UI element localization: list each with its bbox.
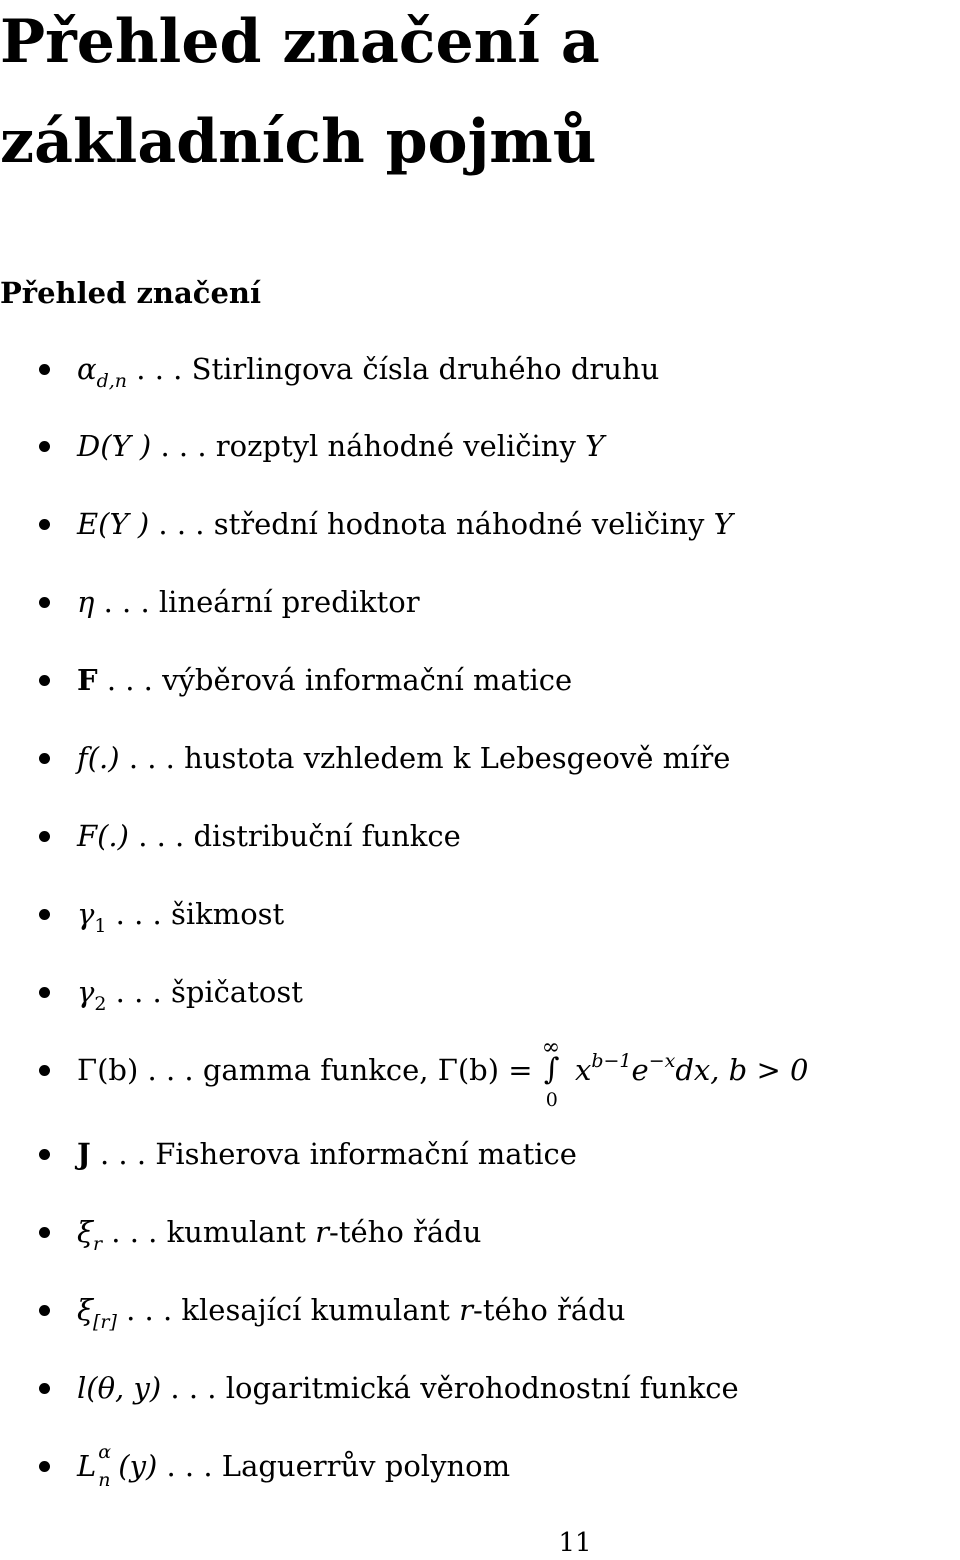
item-symbol-subscript: n (98, 1469, 111, 1491)
item-symbol: F(.) (77, 819, 129, 853)
item-symbol-subscript: d,n (96, 370, 128, 392)
integrand-x-exponent: b−1 (591, 1050, 632, 1072)
list-item (0, 1364, 940, 1412)
item-symbol-scripts (96, 1441, 118, 1491)
item-content (77, 578, 420, 626)
item-symbol: γ (77, 897, 95, 931)
list-item (0, 1286, 940, 1334)
item-description: . . . výběrová informační matice (106, 663, 573, 697)
item-description: . . . rozptyl náhodné veličiny (160, 429, 586, 463)
item-symbol-subscript: [r] (92, 1311, 117, 1333)
item-symbol-subscript: r (92, 1233, 103, 1255)
item-content (77, 1286, 625, 1338)
item-symbol: L (77, 1449, 97, 1483)
item-content (77, 422, 604, 470)
item-description: . . . klesající kumulant (126, 1293, 460, 1327)
item-content (77, 812, 461, 860)
list-item (0, 734, 940, 782)
bullet-icon (39, 675, 50, 686)
item-content (77, 345, 659, 397)
list-item (0, 1130, 940, 1178)
item-description: . . . distribuční funkce (138, 819, 461, 853)
item-description-variable: r (459, 1293, 474, 1327)
item-description-variable: Y (585, 429, 605, 463)
list-item (0, 422, 940, 470)
bullet-icon (39, 753, 50, 764)
bullet-icon (39, 909, 50, 920)
bullet-icon (39, 364, 50, 375)
item-symbol: f(.) (77, 741, 120, 775)
bullet-icon (39, 1065, 50, 1076)
item-symbol-superscript: α (98, 1441, 112, 1463)
bullet-icon (39, 1149, 50, 1160)
bullet-icon (39, 831, 50, 842)
item-description-variable: r (315, 1215, 330, 1249)
list-item (0, 812, 940, 860)
integrand-e-exponent: −x (648, 1050, 676, 1072)
list-item (0, 500, 940, 548)
integrand-tail: dx, b > 0 (675, 1053, 809, 1087)
list-item (0, 1442, 940, 1490)
item-description: . . . Stirlingova čísla druhého druhu (136, 352, 660, 386)
item-symbol: ξ (77, 1215, 93, 1249)
item-content (77, 890, 284, 942)
item-description: . . . Fisherova informační matice (99, 1137, 577, 1171)
item-symbol: D(Y ) (77, 429, 152, 463)
integral-upper-limit: ∞ (541, 1035, 561, 1060)
list-item (0, 345, 940, 393)
item-description-variable: Y (713, 507, 733, 541)
bullet-icon (39, 987, 50, 998)
item-symbol-subscript: 1 (94, 915, 107, 937)
item-content (77, 500, 733, 548)
item-symbol: J (77, 1137, 91, 1171)
item-content (77, 1208, 481, 1260)
chapter-title: Přehled značení a základních pojmů (0, 7, 600, 177)
item-content (77, 1035, 809, 1111)
bullet-icon (39, 441, 50, 452)
item-content (77, 968, 303, 1020)
item-content (77, 1442, 510, 1490)
item-description: . . . hustota vzhledem k Lebesgeově míře (128, 741, 731, 775)
item-description: . . . špičatost (115, 975, 303, 1009)
list-item (0, 1208, 940, 1256)
item-symbol: α (77, 352, 97, 386)
item-description: . . . kumulant (111, 1215, 316, 1249)
item-description-tail: -tého řádu (473, 1293, 626, 1327)
list-item (0, 890, 940, 938)
item-content (77, 656, 572, 704)
page-number: 11 (558, 1528, 592, 1558)
list-item (0, 578, 940, 626)
item-description: . . . střední hodnota náhodné veličiny (158, 507, 714, 541)
section-title: Přehled značení (0, 276, 262, 310)
bullet-icon (39, 597, 50, 608)
item-symbol: γ (77, 975, 95, 1009)
integral-lower-limit: 0 (545, 1089, 558, 1111)
item-symbol: l(θ, y) (77, 1371, 162, 1405)
item-symbol: E(Y ) (77, 507, 150, 541)
list-item (0, 1035, 940, 1111)
item-description: . . . lineární prediktor (103, 585, 420, 619)
item-symbol: F (77, 663, 98, 697)
integrand-x: x (574, 1053, 592, 1087)
item-description: . . . logaritmická věrohodnostní funkce (170, 1371, 739, 1405)
item-symbol: Γ(b) (77, 1053, 139, 1087)
item-content (77, 734, 730, 782)
bullet-icon (39, 1305, 50, 1316)
integrand-e: e (631, 1053, 649, 1087)
bullet-icon (39, 1227, 50, 1238)
integral-sign (541, 1035, 566, 1111)
item-description: . . . šikmost (115, 897, 285, 931)
list-item (0, 968, 940, 1016)
item-content (77, 1364, 739, 1412)
bullet-icon (39, 1461, 50, 1472)
bullet-icon (39, 519, 50, 530)
item-symbol-argument: (y) (118, 1449, 158, 1483)
item-description-tail: -tého řádu (329, 1215, 482, 1249)
item-symbol: η (77, 585, 95, 619)
item-description: . . . Laguerrův polynom (166, 1449, 511, 1483)
bullet-icon (39, 1383, 50, 1394)
item-symbol: ξ (77, 1293, 93, 1327)
item-symbol-subscript: 2 (94, 993, 107, 1015)
item-description: . . . gamma funkce, Γ(b) = (147, 1053, 542, 1087)
list-item (0, 656, 940, 704)
integral-symbol: ∫ (543, 1052, 560, 1087)
item-content (77, 1130, 577, 1178)
